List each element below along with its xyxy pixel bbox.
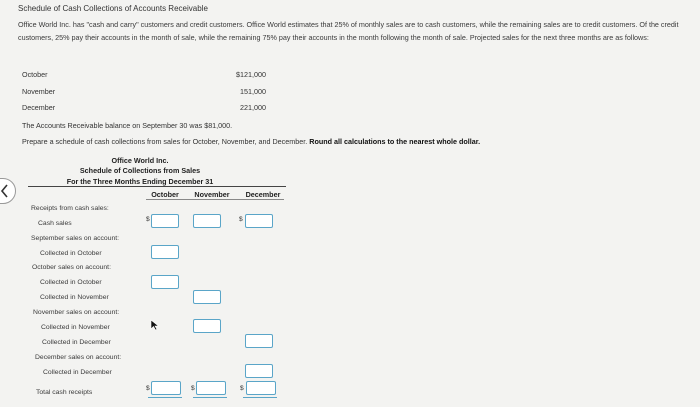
currency-symbol: $ [146,385,150,392]
row-label: Collected in November [41,324,110,331]
row-label: Receipts from cash sales: [31,205,109,212]
currency-symbol: $ [240,385,244,392]
sales-amount-october: $121,000 [236,70,266,79]
total-october-input[interactable] [151,381,181,395]
nov-collected-december-input[interactable] [245,334,273,348]
row-label: Collected in November [40,294,109,301]
row-label: Collected in December [42,339,111,346]
total-underline-november [193,397,227,398]
schedule-period: For the Three Months Ending December 31 [66,177,214,186]
oct-collected-november-input[interactable] [193,290,221,304]
page-title: Schedule of Cash Collections of Accounts Receivable [18,4,208,13]
nov-collected-november-input[interactable] [193,319,221,333]
mouse-cursor-icon [150,319,160,331]
row-label: September sales on account: [31,235,120,242]
cash-sales-december-input[interactable] [245,214,273,228]
total-underline-october [148,397,182,398]
dec-collected-december-input[interactable] [245,364,273,378]
sales-month-october: October [22,70,48,79]
row-label: Collected in December [43,369,112,376]
chevron-left-icon [0,184,10,198]
header-rule [28,186,286,187]
sales-month-november: November [22,87,56,96]
schedule-heading: Schedule of Collections from Sales [79,166,201,175]
instructions-bold: Round all calculations to the nearest whole dollar. [309,137,481,146]
total-december-input[interactable] [246,381,276,395]
column-header-october: October [151,190,179,199]
row-label: November sales on account: [33,309,120,316]
currency-symbol: $ [191,385,195,392]
sales-month-december: December [22,103,56,112]
currency-symbol: $ [146,216,150,223]
cash-sales-november-input[interactable] [193,214,221,228]
problem-paragraph: Office World Inc. has "cash and carry" customers and credit customers. Office World estimates that 25% of monthly sales are to cash customers, while the remaining sales are to credit customers. Of the credit customers, 25% pay their accounts in the month of sale, while the remaining 75% pay their accounts in the month following the month of sale. Projected sales for the next three months are as follows: [18,20,679,42]
previous-nav-button[interactable] [0,178,16,204]
instructions [22,137,480,146]
row-label: Collected in October [40,250,102,257]
sales-amount-december: 221,000 [240,103,266,112]
instructions-plain: Prepare a schedule of cash collections from sales for October, November, and December. [22,137,308,146]
column-rule [146,199,284,200]
row-label: October sales on account: [32,264,111,271]
row-label: Cash sales [38,220,72,227]
column-header-december: December [245,190,281,199]
sept-collected-october-input[interactable] [151,245,179,259]
total-november-input[interactable] [196,381,226,395]
schedule-company: Office World Inc. [111,156,169,165]
column-header-november: November [194,190,230,199]
row-label: Total cash receipts [36,389,93,396]
total-underline-december [243,397,277,398]
oct-collected-october-input[interactable] [151,275,179,289]
ar-balance-text: The Accounts Receivable balance on September 30 was $81,000. [22,121,233,130]
row-label: December sales on account: [35,354,122,361]
sales-amount-november: 151,000 [240,87,266,96]
cash-sales-october-input[interactable] [151,214,179,228]
row-label: Collected in October [40,279,102,286]
currency-symbol: $ [239,216,243,223]
